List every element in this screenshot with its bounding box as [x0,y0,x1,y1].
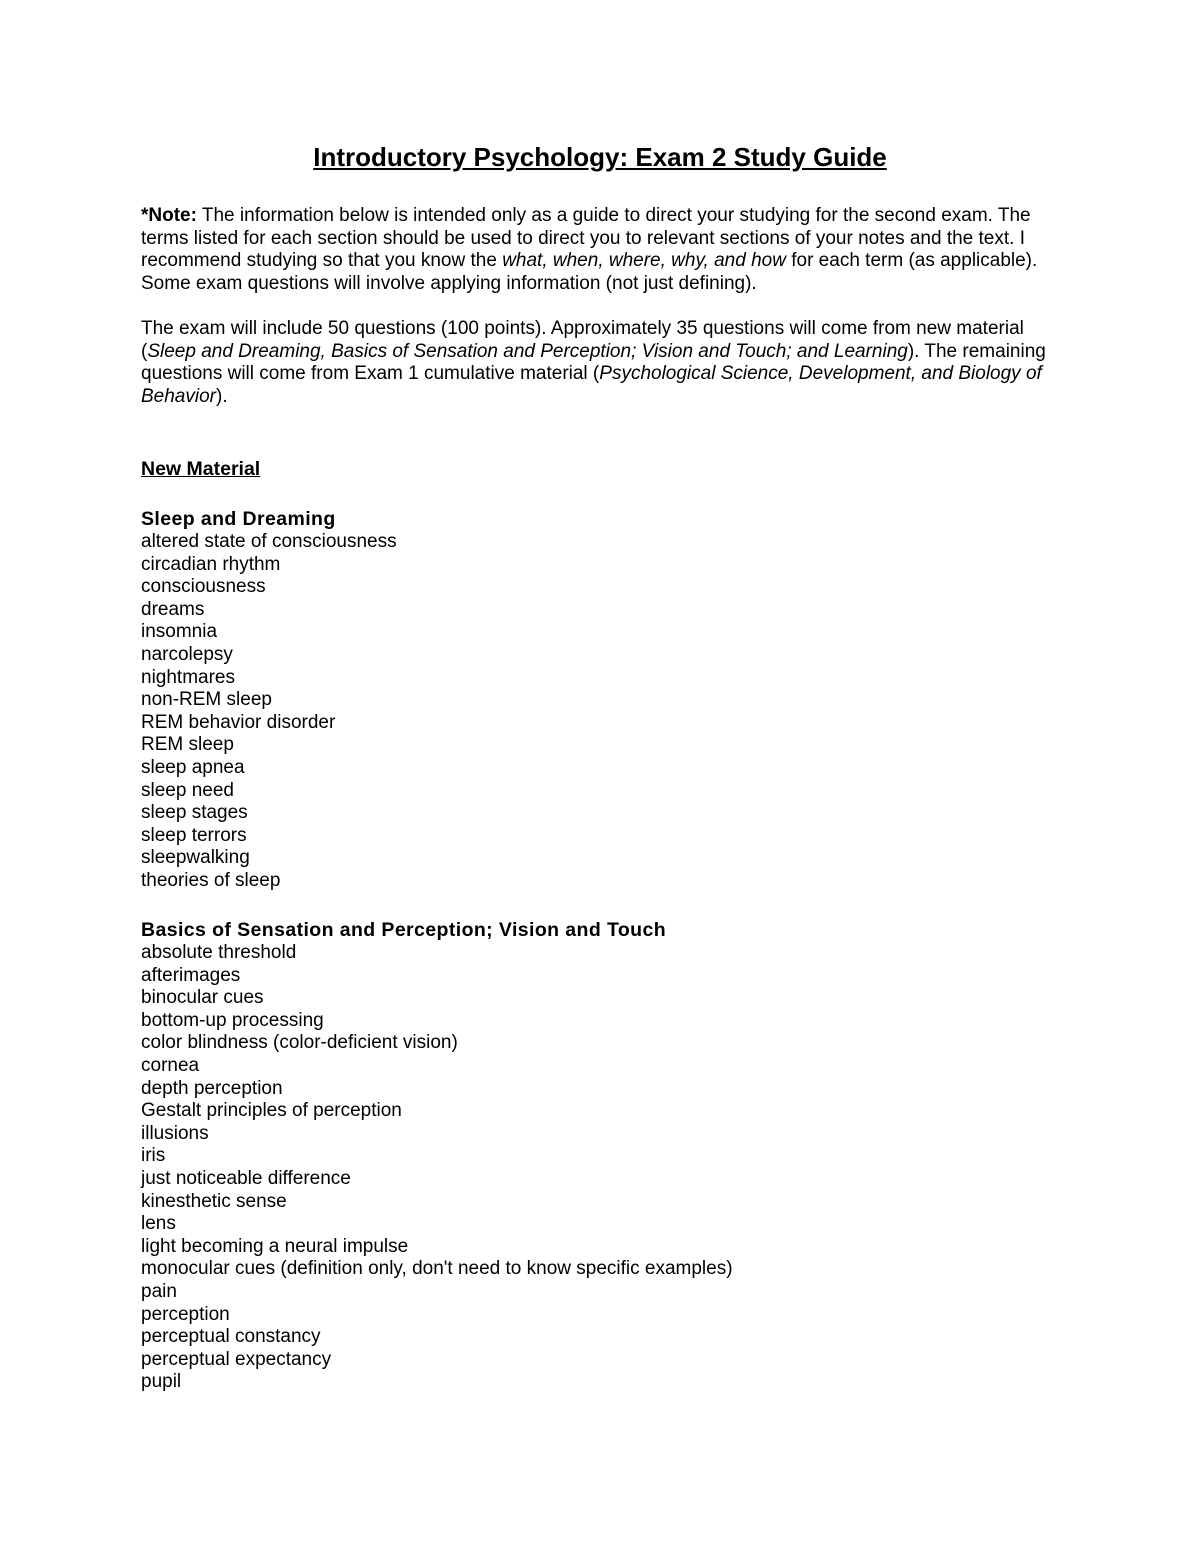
term-item: circadian rhythm [141,553,281,575]
term-item: sleep terrors [141,824,247,846]
term-item: sleep apnea [141,756,245,778]
sleep-dreaming-term-list [141,531,397,893]
note-text-1: The information below is intended only as a guide to direct your studying for the second exam. The terms listed for each section should be used to direct you to relevant sections of your notes and the text. I recommend studying so that you know the [141,205,1031,272]
term-item: perceptual expectancy [141,1348,332,1370]
term-item: sleep stages [141,802,248,824]
term-item: narcolepsy [141,643,233,665]
term-item: Gestalt principles of perception [141,1100,402,1122]
term-item: pupil [141,1371,182,1393]
exam-info-paragraph [141,318,1061,408]
exam-text-1: The exam will include 50 questions (100 points). Approximately 35 questions will come from new material ( [141,318,1024,362]
term-item: perceptual constancy [141,1326,321,1348]
term-item: absolute threshold [141,942,297,963]
term-item: iris [141,1145,166,1167]
note-text-2: for each term (as applicable). Some exam questions will involve applying information (not just defining). [141,250,1038,294]
term-item: monocular cues (definition only, don't need to know specific examples) [141,1258,733,1280]
term-item: REM sleep [141,734,234,756]
term-item: nightmares [141,666,235,688]
term-item: theories of sleep [141,869,281,891]
note-label: *Note: [141,205,197,226]
term-item: binocular cues [141,987,264,1009]
term-item: non-REM sleep [141,689,272,711]
sensation-perception-heading: Basics of Sensation and Perception; Vision and Touch [141,919,667,941]
term-item: perception [141,1303,230,1325]
term-item: bottom-up processing [141,1009,324,1031]
term-item: cornea [141,1054,200,1076]
term-item: pain [141,1280,177,1302]
exam-new-topics: Sleep and Dreaming, Basics of Sensation and Perception; Vision and Touch; and Learning [147,340,908,362]
page-title: Introductory Psychology: Exam 2 Study Guide [313,142,887,172]
term-item: lens [141,1213,176,1235]
term-item: kinesthetic sense [141,1190,287,1212]
exam-text-3: ). [216,385,228,407]
term-item: insomnia [141,621,218,643]
sleep-dreaming-heading: Sleep and Dreaming [141,508,336,530]
term-item: color blindness (color-deficient vision) [141,1032,458,1054]
exam-text-2: ). The remaining questions will come from Exam 1 cumulative material ( [141,340,1046,385]
term-item: just noticeable difference [141,1167,351,1189]
exam-old-topics: Psychological Science, Development, and Biology of Behavior [141,363,1042,407]
term-item: illusions [141,1122,209,1144]
term-item: sleepwalking [141,847,250,869]
term-item: altered state of consciousness [141,531,397,552]
term-item: dreams [141,598,205,620]
term-item: REM behavior disorder [141,711,336,733]
term-item: sleep need [141,779,234,801]
new-material-heading: New Material [141,458,261,480]
sensation-perception-term-list [141,942,733,1394]
term-item: light becoming a neural impulse [141,1235,409,1257]
note-paragraph [141,205,1061,295]
term-item: consciousness [141,576,266,598]
note-emphasis: what, when, where, why, and how [502,250,786,272]
term-item: depth perception [141,1077,283,1099]
term-item: afterimages [141,964,241,986]
